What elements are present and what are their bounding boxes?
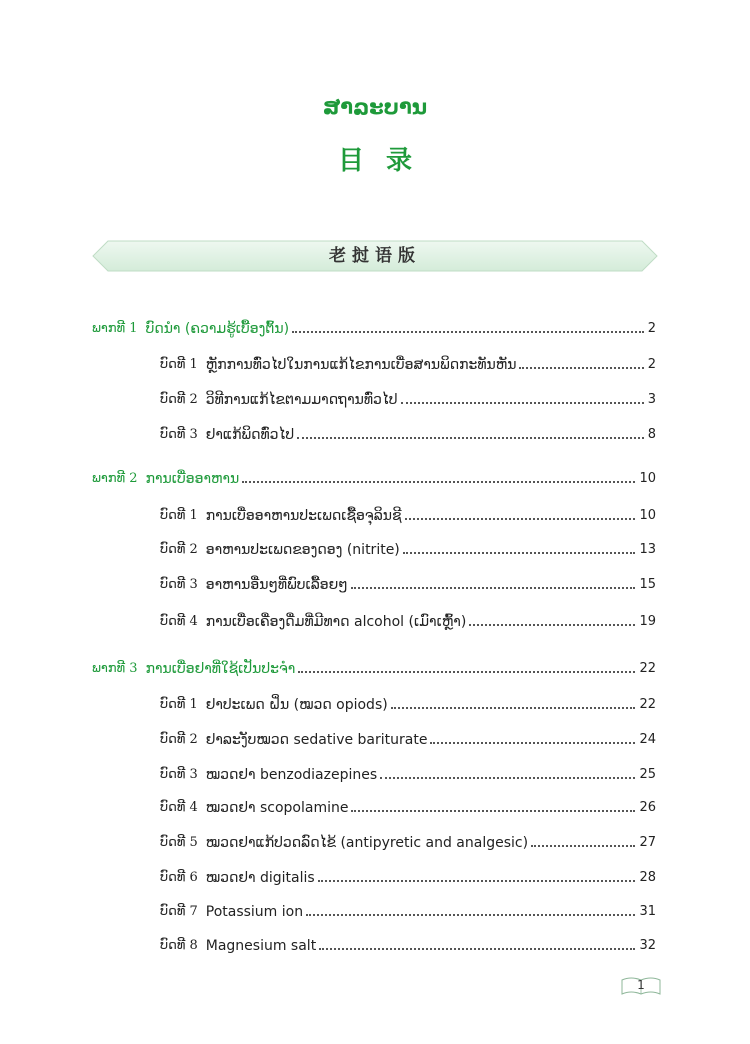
toc-page-number: 26 [639,800,656,815]
toc-title: ການເບື່ອອາຫານ [145,471,240,487]
toc-title: ບົດນຳ (ຄວາມຮູ້ເບື້ອງຕົ້ນ) [145,321,290,337]
toc-prefix: ບົດທີ 1 [160,697,198,712]
toc-prefix: ບົດທີ 1 [160,508,198,523]
toc-chapter[interactable] [160,931,656,955]
leader-dots [380,777,635,779]
toc-page-number: 25 [639,767,656,782]
toc-title: ອາຫານອື່ນໆທີ່ພົບເລື້ອຍໆ [205,577,348,593]
toc-title: ຢາແກ້ພິດທົ່ວໄປ [205,427,295,443]
toc-title: ວິທີການແກ້ໄຂຕາມມາດຖານທົ່ວໄປ [205,392,398,408]
leader-dots [319,948,635,950]
toc-page-number: 31 [639,904,656,919]
toc-prefix: ພາກທີ 3 [92,661,138,676]
toc-prefix: ບົດທີ 2 [160,392,198,407]
toc-prefix: ບົດທີ 2 [160,732,198,747]
toc-page-number: 32 [639,938,656,953]
toc-prefix: ບົດທີ 1 [160,357,198,372]
toc-chapter[interactable] [160,725,656,749]
leader-dots [401,402,644,404]
toc-prefix: ພາກທີ 1 [92,321,138,336]
leader-dots [403,552,636,554]
leader-dots [351,810,635,812]
toc-prefix: ບົດທີ 3 [160,427,198,442]
toc-chapter[interactable] [160,420,656,444]
toc-page-number: 13 [639,542,656,557]
toc-page-number: 15 [639,577,656,592]
toc-page-number: 3 [647,392,656,407]
toc-title: ໝວດຢາແກ້ປວດລົດໄຂ້ (antipyretic and analgesic) [205,835,529,851]
toc-prefix: ບົດທີ 2 [160,542,198,557]
leader-dots [298,671,635,673]
toc-chapter[interactable] [160,793,656,817]
leader-dots [531,845,635,847]
toc-chapter[interactable] [160,350,656,374]
toc-page-number: 19 [639,614,656,629]
leader-dots [351,587,636,589]
toc-title: ການເບື່ອເຄື່ອງດື່ມທີ່ມີທາດ alcohol (ເມົາເຫຼົ້າ) [205,614,467,630]
leader-dots [405,518,636,520]
toc-page-number: 8 [647,427,656,442]
toc-page-number: 22 [639,661,656,676]
page-number: 1 [637,978,645,992]
toc-title: ການເບື່ອອາຫານປະເພດເຊື້ອຈຸລິນຊີ [205,508,402,524]
toc-page-number: 2 [647,321,656,336]
toc-chapter[interactable] [160,535,656,559]
toc-chapter[interactable] [160,863,656,887]
toc-page-number: 2 [647,357,656,372]
leader-dots [318,880,636,882]
toc-page-number: 10 [639,508,656,523]
toc-part-2[interactable] [92,464,656,488]
toc-part-3[interactable] [92,654,656,678]
toc-title: ຢາປະເພດ ຝິ່ນ (ໝວດ opiods) [205,697,388,713]
toc-page-number: 10 [639,471,656,486]
leader-dots [430,742,635,744]
leader-dots [391,707,636,709]
toc-chapter[interactable] [160,570,656,594]
toc-title: ຢາລະງັບໝວດ sedative bariturate [205,732,428,748]
toc-chapter[interactable] [160,501,656,525]
toc-title: ຫຼັກການທົ່ວໄປໃນການແກ້ໄຂການເບື່ອສານພິດກະທັນຫັນ [205,357,517,373]
toc-prefix: ບົດທີ 7 [160,904,198,919]
banner-label: 老挝语版 [329,246,421,266]
toc-title: ໝວດຢາ digitalis [205,870,315,886]
toc-page-number: 27 [639,835,656,850]
toc-title: ໝວດຢາ benzodiazepines [205,767,378,783]
toc-chapter[interactable] [160,760,656,784]
toc-chapter[interactable] [160,690,656,714]
leader-dots [519,367,643,369]
toc-page-number: 22 [639,697,656,712]
toc-chapter[interactable] [160,828,656,852]
leader-dots [469,624,635,626]
toc-page-number: 24 [639,732,656,747]
toc-title: ໝວດຢາ scopolamine [205,800,349,816]
toc-title: Magnesium salt [205,938,317,954]
toc-chapter[interactable] [160,385,656,409]
toc-prefix: ບົດທີ 6 [160,870,198,885]
page-number-badge [620,975,662,997]
toc-prefix: ບົດທີ 3 [160,577,198,592]
leader-dots [306,914,635,916]
toc-prefix: ບົດທີ 4 [160,800,198,815]
toc-prefix: ບົດທີ 8 [160,938,198,953]
toc-prefix: ບົດທີ 3 [160,767,198,782]
toc-prefix: ພາກທີ 2 [92,471,138,486]
toc-chapter[interactable] [160,897,656,921]
toc-prefix: ບົດທີ 5 [160,835,198,850]
toc-part-1[interactable] [92,314,656,338]
toc-title: ອາຫານປະເພດຂອງດອງ (nitrite) [205,542,400,558]
toc-title: Potassium ion [205,904,304,920]
page-title-lao: ສາລະບານ [322,95,428,119]
leader-dots [297,437,644,439]
toc-chapter[interactable] [160,607,656,631]
toc-title: ການເບື່ອຢາທີ່ໃຊ້ເປັນປະຈຳ [145,661,296,677]
toc-page-number: 28 [639,870,656,885]
page-title-chinese: 目录 [337,146,434,176]
section-banner [92,240,658,272]
leader-dots [242,481,635,483]
leader-dots [292,331,644,333]
toc-prefix: ບົດທີ 4 [160,614,198,629]
